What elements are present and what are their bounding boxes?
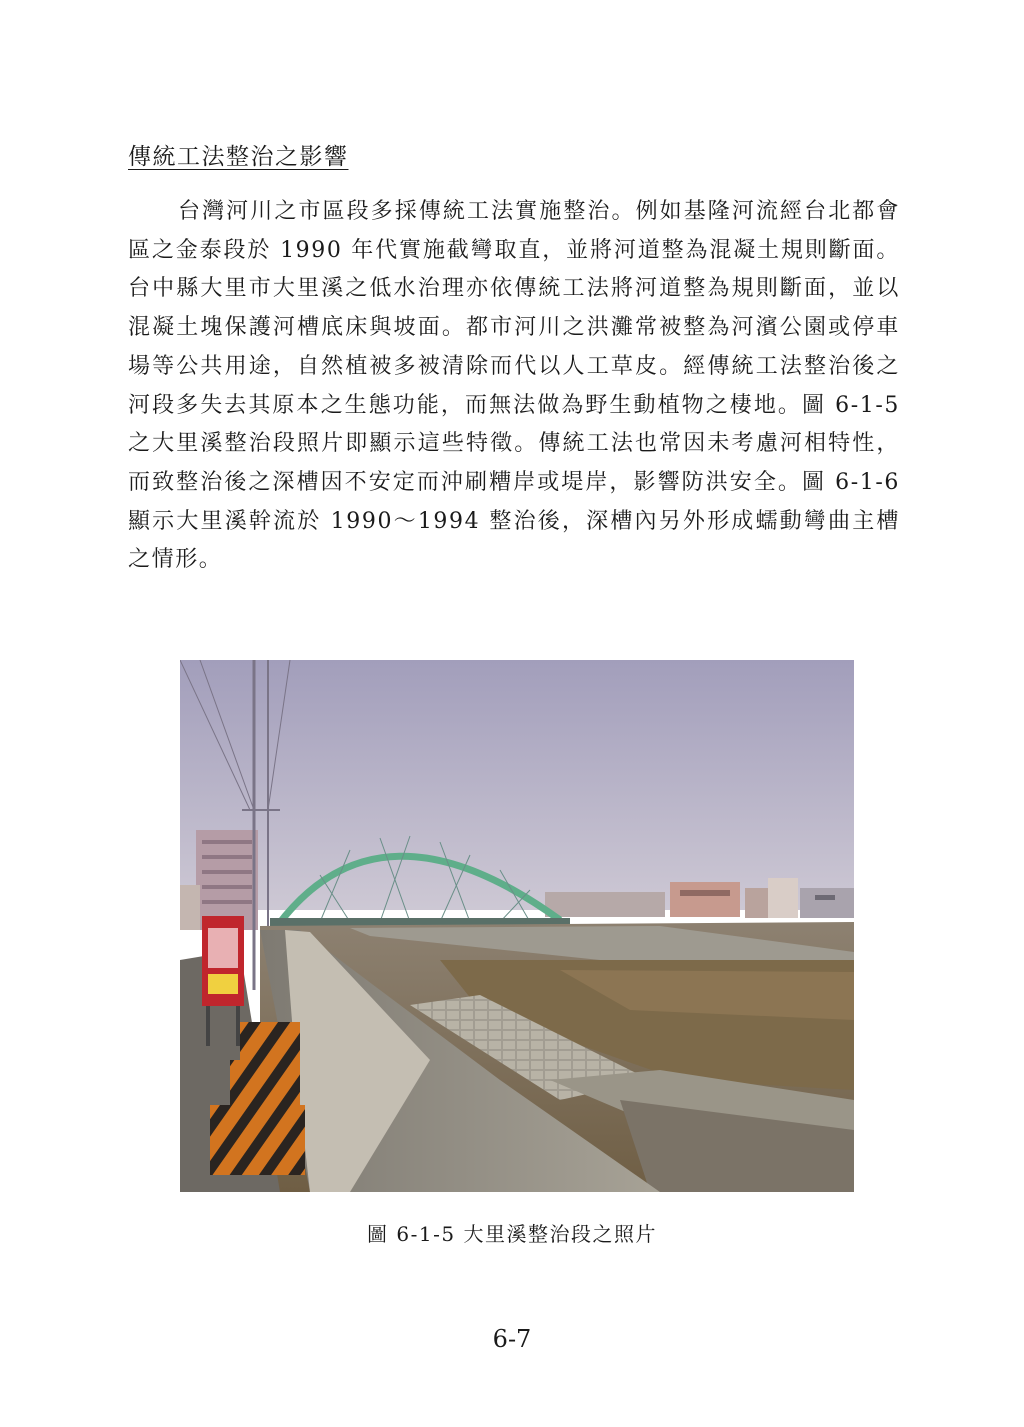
- river-photo: [180, 660, 854, 1192]
- page-number: 6-7: [492, 1325, 532, 1353]
- figure-caption: 圖 6-1-5 大里溪整治段之照片: [367, 1222, 657, 1246]
- section-title: 傳統工法整治之影響: [128, 144, 349, 170]
- sky: [180, 660, 854, 910]
- body-paragraph: 台灣河川之市區段多採傳統工法實施整治。例如基隆河流經台北都會區之金泰段於 1990 年代實施截彎取直，並將河道整為混凝土規則斷面。台中縣大里市大里溪之低水治理亦依傳統工法將河道整為規則斷面，並以混凝土塊保護河槽底床與坡面。都市河川之洪灘常被整為河濱公園或停車場等公共用途，自然植被多被清除而代以人工草皮。經傳統工法整治後之河段多失去其原本之生態功能，而無法做為野生動植物之棲地。圖 6-1-5 之大里溪整治段照片即顯示這些特徵。傳統工法也常因未考慮河相特性，而致整治後之深槽因不安定而沖刷糟岸或堤岸，影響防洪安全。圖 6-1-6 顯示大里溪幹流於 1990～1994 整治後，深槽內另外形成蠕動彎曲主槽之情形。: [128, 199, 900, 573]
